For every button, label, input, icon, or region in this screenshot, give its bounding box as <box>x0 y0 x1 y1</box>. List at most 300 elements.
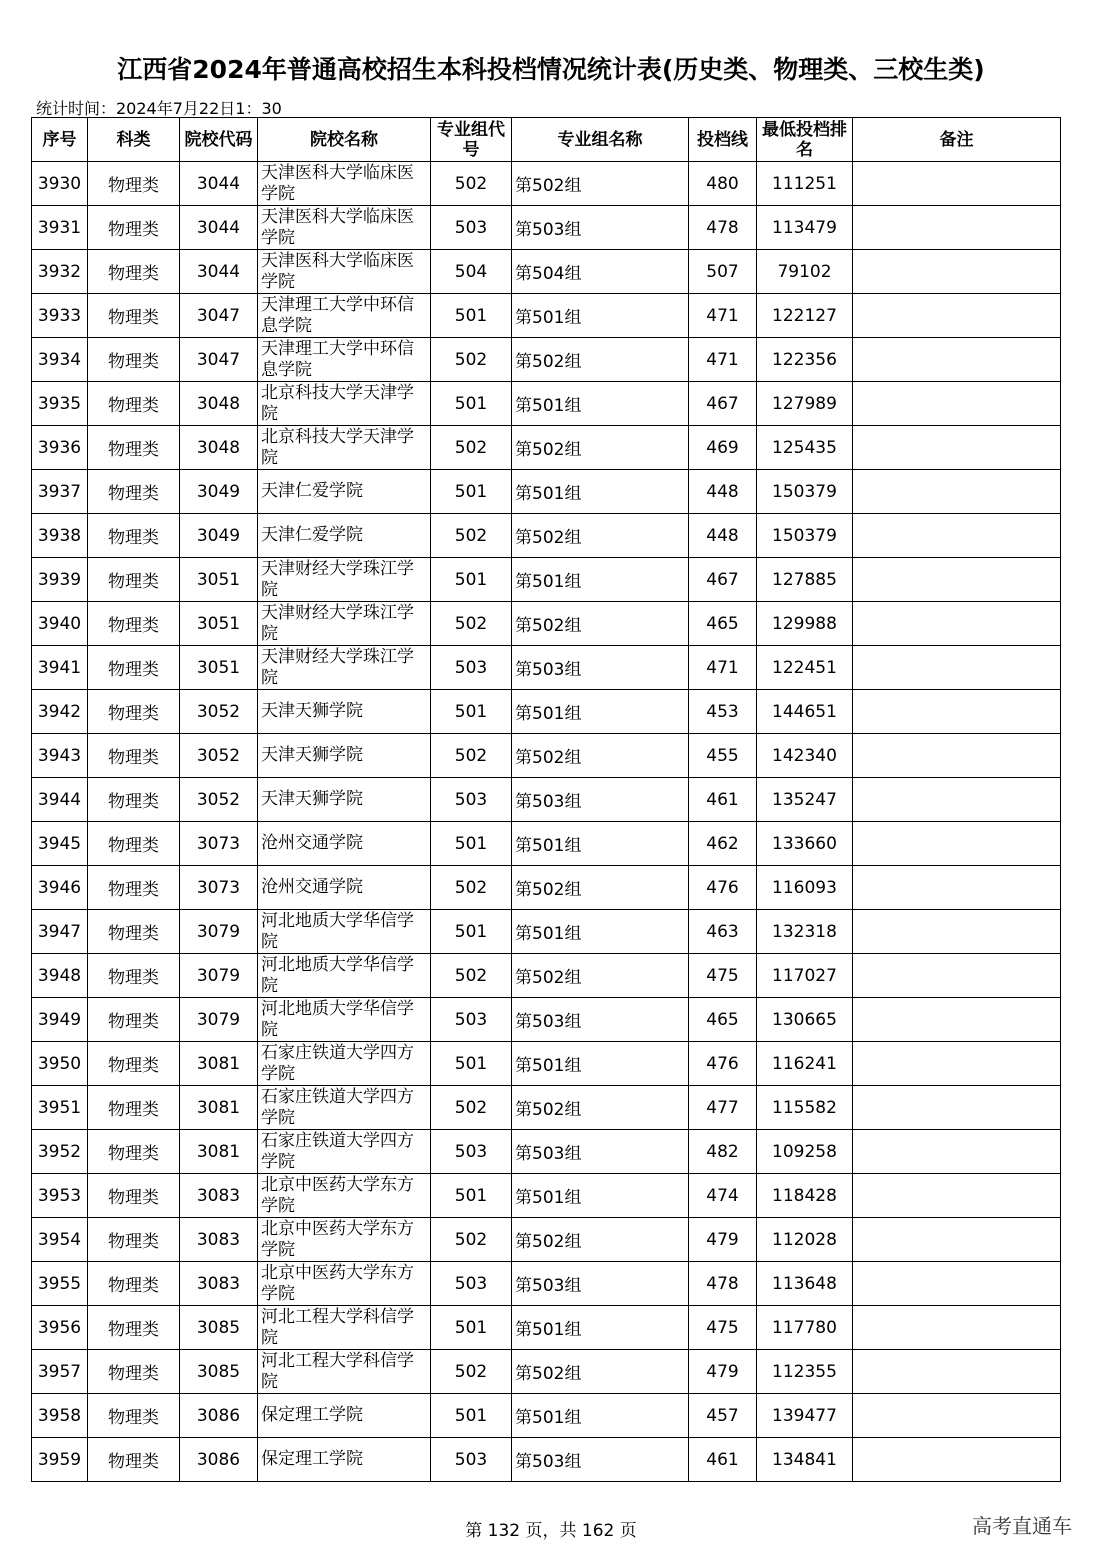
cell-rank: 125435 <box>757 426 853 470</box>
table-row <box>32 558 1061 602</box>
table-row <box>32 1042 1061 1086</box>
cell-category: 物理类 <box>88 1306 180 1350</box>
cell-score: 467 <box>689 382 757 426</box>
cell-group-code: 501 <box>431 822 512 866</box>
cell-rank: 134841 <box>757 1438 853 1482</box>
cell-score: 469 <box>689 426 757 470</box>
cell-school-code: 3073 <box>180 866 258 910</box>
cell-group-code: 502 <box>431 162 512 206</box>
cell-school-name: 天津天狮学院 <box>258 690 431 734</box>
cell-seq: 3952 <box>32 1130 88 1174</box>
cell-school-code: 3085 <box>180 1350 258 1394</box>
cell-score: 480 <box>689 162 757 206</box>
cell-rank: 129988 <box>757 602 853 646</box>
cell-category: 物理类 <box>88 1438 180 1482</box>
cell-group-name: 第501组 <box>512 910 689 954</box>
cell-remarks <box>853 690 1061 734</box>
cell-group-name: 第503组 <box>512 1262 689 1306</box>
cell-seq: 3956 <box>32 1306 88 1350</box>
cell-remarks <box>853 1218 1061 1262</box>
header-category: 科类 <box>88 118 180 162</box>
cell-school-code: 3048 <box>180 382 258 426</box>
cell-category: 物理类 <box>88 1174 180 1218</box>
header-row <box>32 118 1061 162</box>
table-row <box>32 1394 1061 1438</box>
cell-group-code: 502 <box>431 866 512 910</box>
cell-group-code: 503 <box>431 1262 512 1306</box>
cell-remarks <box>853 426 1061 470</box>
table-row <box>32 778 1061 822</box>
cell-seq: 3940 <box>32 602 88 646</box>
cell-score: 463 <box>689 910 757 954</box>
cell-school-name: 天津财经大学珠江学院 <box>258 602 431 646</box>
table-row <box>32 470 1061 514</box>
cell-group-name: 第502组 <box>512 1218 689 1262</box>
cell-group-name: 第502组 <box>512 338 689 382</box>
cell-school-name: 沧州交通学院 <box>258 822 431 866</box>
cell-rank: 118428 <box>757 1174 853 1218</box>
cell-school-name: 天津财经大学珠江学院 <box>258 646 431 690</box>
cell-rank: 132318 <box>757 910 853 954</box>
table-row <box>32 734 1061 778</box>
cell-score: 478 <box>689 1262 757 1306</box>
cell-group-code: 504 <box>431 250 512 294</box>
page-footer: 第 132 页，共 162 页 <box>465 1521 637 1541</box>
cell-group-name: 第502组 <box>512 514 689 558</box>
cell-category: 物理类 <box>88 1130 180 1174</box>
cell-group-code: 503 <box>431 778 512 822</box>
cell-school-code: 3051 <box>180 646 258 690</box>
cell-group-code: 502 <box>431 954 512 998</box>
cell-group-name: 第503组 <box>512 206 689 250</box>
cell-school-name: 天津理工大学中环信息学院 <box>258 294 431 338</box>
cell-school-name: 石家庄铁道大学四方学院 <box>258 1130 431 1174</box>
cell-group-code: 501 <box>431 470 512 514</box>
header-seq: 序号 <box>32 118 88 162</box>
table-row <box>32 1086 1061 1130</box>
cell-group-code: 503 <box>431 206 512 250</box>
cell-group-name: 第502组 <box>512 426 689 470</box>
cell-category: 物理类 <box>88 1042 180 1086</box>
cell-rank: 122127 <box>757 294 853 338</box>
document-title: 江西省2024年普通高校招生本科投档情况统计表(历史类、物理类、三校生类) <box>117 55 985 84</box>
cell-seq: 3946 <box>32 866 88 910</box>
cell-remarks <box>853 910 1061 954</box>
cell-school-name: 石家庄铁道大学四方学院 <box>258 1086 431 1130</box>
cell-school-code: 3085 <box>180 1306 258 1350</box>
table-row <box>32 646 1061 690</box>
cell-school-name: 河北地质大学华信学院 <box>258 910 431 954</box>
cell-group-name: 第503组 <box>512 1130 689 1174</box>
cell-school-code: 3044 <box>180 162 258 206</box>
cell-group-code: 501 <box>431 382 512 426</box>
cell-rank: 127885 <box>757 558 853 602</box>
cell-school-name: 北京中医药大学东方学院 <box>258 1262 431 1306</box>
cell-school-name: 天津仁爱学院 <box>258 470 431 514</box>
cell-group-code: 501 <box>431 558 512 602</box>
cell-remarks <box>853 998 1061 1042</box>
cell-category: 物理类 <box>88 162 180 206</box>
cell-category: 物理类 <box>88 778 180 822</box>
cell-score: 461 <box>689 778 757 822</box>
cell-group-code: 501 <box>431 294 512 338</box>
table-row <box>32 866 1061 910</box>
cell-remarks <box>853 1130 1061 1174</box>
table-row <box>32 426 1061 470</box>
cell-remarks <box>853 602 1061 646</box>
cell-group-code: 502 <box>431 1350 512 1394</box>
cell-group-code: 502 <box>431 426 512 470</box>
cell-remarks <box>853 646 1061 690</box>
cell-group-name: 第501组 <box>512 822 689 866</box>
cell-remarks <box>853 470 1061 514</box>
cell-seq: 3949 <box>32 998 88 1042</box>
cell-score: 471 <box>689 338 757 382</box>
cell-rank: 109258 <box>757 1130 853 1174</box>
brand-label: 高考直通车 <box>972 1514 1072 1538</box>
table-row <box>32 1438 1061 1482</box>
cell-score: 507 <box>689 250 757 294</box>
cell-category: 物理类 <box>88 866 180 910</box>
cell-remarks <box>853 822 1061 866</box>
cell-seq: 3951 <box>32 1086 88 1130</box>
cell-rank: 139477 <box>757 1394 853 1438</box>
cell-score: 453 <box>689 690 757 734</box>
cell-category: 物理类 <box>88 822 180 866</box>
cell-group-name: 第502组 <box>512 866 689 910</box>
cell-school-code: 3049 <box>180 514 258 558</box>
cell-group-name: 第502组 <box>512 162 689 206</box>
cell-school-name: 河北工程大学科信学院 <box>258 1350 431 1394</box>
header-school-name: 院校名称 <box>258 118 431 162</box>
cell-score: 448 <box>689 514 757 558</box>
cell-remarks <box>853 162 1061 206</box>
cell-remarks <box>853 1306 1061 1350</box>
cell-seq: 3947 <box>32 910 88 954</box>
cell-score: 479 <box>689 1218 757 1262</box>
table-row <box>32 1350 1061 1394</box>
cell-seq: 3941 <box>32 646 88 690</box>
cell-group-code: 502 <box>431 514 512 558</box>
cell-remarks <box>853 778 1061 822</box>
cell-remarks <box>853 1262 1061 1306</box>
cell-group-code: 501 <box>431 690 512 734</box>
cell-category: 物理类 <box>88 998 180 1042</box>
table-row <box>32 1218 1061 1262</box>
cell-group-code: 503 <box>431 646 512 690</box>
cell-category: 物理类 <box>88 1262 180 1306</box>
cell-group-code: 502 <box>431 602 512 646</box>
cell-category: 物理类 <box>88 646 180 690</box>
cell-score: 475 <box>689 1306 757 1350</box>
cell-category: 物理类 <box>88 1086 180 1130</box>
cell-group-name: 第502组 <box>512 1350 689 1394</box>
cell-rank: 116241 <box>757 1042 853 1086</box>
cell-rank: 117780 <box>757 1306 853 1350</box>
cell-seq: 3936 <box>32 426 88 470</box>
table-row <box>32 822 1061 866</box>
cell-rank: 111251 <box>757 162 853 206</box>
cell-remarks <box>853 1086 1061 1130</box>
cell-rank: 142340 <box>757 734 853 778</box>
cell-remarks <box>853 558 1061 602</box>
cell-rank: 79102 <box>757 250 853 294</box>
cell-group-name: 第501组 <box>512 690 689 734</box>
cell-group-name: 第502组 <box>512 1086 689 1130</box>
cell-school-code: 3079 <box>180 910 258 954</box>
cell-school-name: 天津天狮学院 <box>258 778 431 822</box>
cell-rank: 133660 <box>757 822 853 866</box>
cell-remarks <box>853 1042 1061 1086</box>
cell-group-code: 503 <box>431 998 512 1042</box>
table-row <box>32 910 1061 954</box>
cell-seq: 3955 <box>32 1262 88 1306</box>
cell-score: 477 <box>689 1086 757 1130</box>
cell-group-name: 第501组 <box>512 1306 689 1350</box>
cell-group-name: 第503组 <box>512 998 689 1042</box>
cell-category: 物理类 <box>88 602 180 646</box>
cell-seq: 3950 <box>32 1042 88 1086</box>
cell-school-name: 河北地质大学华信学院 <box>258 998 431 1042</box>
cell-seq: 3954 <box>32 1218 88 1262</box>
cell-school-code: 3048 <box>180 426 258 470</box>
cell-school-code: 3051 <box>180 558 258 602</box>
cell-school-code: 3052 <box>180 734 258 778</box>
header-school-code: 院校代码 <box>180 118 258 162</box>
cell-seq: 3942 <box>32 690 88 734</box>
cell-category: 物理类 <box>88 338 180 382</box>
cell-seq: 3938 <box>32 514 88 558</box>
cell-school-name: 天津医科大学临床医学院 <box>258 162 431 206</box>
cell-school-name: 天津理工大学中环信息学院 <box>258 338 431 382</box>
cell-score: 476 <box>689 1042 757 1086</box>
cell-group-name: 第501组 <box>512 1042 689 1086</box>
cell-rank: 117027 <box>757 954 853 998</box>
cell-school-code: 3081 <box>180 1130 258 1174</box>
cell-school-name: 河北工程大学科信学院 <box>258 1306 431 1350</box>
cell-school-name: 天津医科大学临床医学院 <box>258 250 431 294</box>
cell-school-code: 3079 <box>180 998 258 1042</box>
cell-school-code: 3083 <box>180 1174 258 1218</box>
cell-school-name: 沧州交通学院 <box>258 866 431 910</box>
cell-category: 物理类 <box>88 690 180 734</box>
cell-school-code: 3051 <box>180 602 258 646</box>
cell-school-code: 3083 <box>180 1218 258 1262</box>
cell-rank: 113648 <box>757 1262 853 1306</box>
cell-school-name: 北京科技大学天津学院 <box>258 426 431 470</box>
cell-score: 461 <box>689 1438 757 1482</box>
cell-category: 物理类 <box>88 206 180 250</box>
cell-rank: 115582 <box>757 1086 853 1130</box>
cell-group-name: 第501组 <box>512 382 689 426</box>
cell-rank: 130665 <box>757 998 853 1042</box>
cell-remarks <box>853 1438 1061 1482</box>
cell-group-code: 501 <box>431 1394 512 1438</box>
table-row <box>32 250 1061 294</box>
cell-group-code: 501 <box>431 910 512 954</box>
cell-school-code: 3086 <box>180 1438 258 1482</box>
cell-rank: 122451 <box>757 646 853 690</box>
cell-score: 448 <box>689 470 757 514</box>
cell-score: 457 <box>689 1394 757 1438</box>
cell-group-name: 第503组 <box>512 646 689 690</box>
cell-school-code: 3073 <box>180 822 258 866</box>
cell-group-name: 第501组 <box>512 1394 689 1438</box>
cell-group-name: 第501组 <box>512 294 689 338</box>
cell-remarks <box>853 866 1061 910</box>
cell-school-name: 北京科技大学天津学院 <box>258 382 431 426</box>
cell-school-code: 3083 <box>180 1262 258 1306</box>
cell-category: 物理类 <box>88 1394 180 1438</box>
cell-school-code: 3079 <box>180 954 258 998</box>
stat-time: 统计时间：2024年7月22日1：30 <box>36 99 282 118</box>
cell-score: 475 <box>689 954 757 998</box>
cell-school-name: 石家庄铁道大学四方学院 <box>258 1042 431 1086</box>
cell-seq: 3943 <box>32 734 88 778</box>
table-row <box>32 954 1061 998</box>
cell-score: 476 <box>689 866 757 910</box>
cell-school-name: 保定理工学院 <box>258 1438 431 1482</box>
header-group-code: 专业组代号 <box>431 118 512 162</box>
cell-group-code: 502 <box>431 338 512 382</box>
cell-seq: 3930 <box>32 162 88 206</box>
cell-seq: 3931 <box>32 206 88 250</box>
cell-seq: 3945 <box>32 822 88 866</box>
cell-seq: 3944 <box>32 778 88 822</box>
cell-school-code: 3086 <box>180 1394 258 1438</box>
cell-group-code: 503 <box>431 1438 512 1482</box>
header-group-name: 专业组名称 <box>512 118 689 162</box>
table-row <box>32 1262 1061 1306</box>
cell-school-name: 保定理工学院 <box>258 1394 431 1438</box>
cell-remarks <box>853 206 1061 250</box>
cell-group-code: 503 <box>431 1130 512 1174</box>
cell-group-name: 第504组 <box>512 250 689 294</box>
cell-score: 471 <box>689 294 757 338</box>
cell-school-name: 天津财经大学珠江学院 <box>258 558 431 602</box>
cell-group-code: 501 <box>431 1306 512 1350</box>
cell-seq: 3939 <box>32 558 88 602</box>
table-row <box>32 690 1061 734</box>
cell-rank: 127989 <box>757 382 853 426</box>
cell-rank: 112355 <box>757 1350 853 1394</box>
cell-school-name: 天津天狮学院 <box>258 734 431 778</box>
cell-school-code: 3081 <box>180 1042 258 1086</box>
cell-group-name: 第501组 <box>512 470 689 514</box>
cell-remarks <box>853 514 1061 558</box>
cell-remarks <box>853 1350 1061 1394</box>
cell-seq: 3957 <box>32 1350 88 1394</box>
cell-remarks <box>853 954 1061 998</box>
table-row <box>32 382 1061 426</box>
cell-school-code: 3047 <box>180 338 258 382</box>
cell-seq: 3958 <box>32 1394 88 1438</box>
cell-group-name: 第502组 <box>512 734 689 778</box>
cell-rank: 113479 <box>757 206 853 250</box>
cell-rank: 150379 <box>757 514 853 558</box>
cell-school-name: 河北地质大学华信学院 <box>258 954 431 998</box>
cell-category: 物理类 <box>88 734 180 778</box>
cell-rank: 122356 <box>757 338 853 382</box>
cell-school-name: 天津医科大学临床医学院 <box>258 206 431 250</box>
cell-rank: 135247 <box>757 778 853 822</box>
cell-score: 479 <box>689 1350 757 1394</box>
cell-group-code: 501 <box>431 1042 512 1086</box>
cell-school-name: 天津仁爱学院 <box>258 514 431 558</box>
table-row <box>32 1130 1061 1174</box>
cell-remarks <box>853 250 1061 294</box>
cell-score: 471 <box>689 646 757 690</box>
table-row <box>32 602 1061 646</box>
table-row <box>32 1306 1061 1350</box>
header-score: 投档线 <box>689 118 757 162</box>
cell-category: 物理类 <box>88 1350 180 1394</box>
cell-group-code: 502 <box>431 734 512 778</box>
header-remarks: 备注 <box>853 118 1061 162</box>
cell-category: 物理类 <box>88 558 180 602</box>
cell-school-code: 3081 <box>180 1086 258 1130</box>
cell-group-code: 501 <box>431 1174 512 1218</box>
table-row <box>32 338 1061 382</box>
cell-school-code: 3044 <box>180 206 258 250</box>
cell-group-name: 第501组 <box>512 1174 689 1218</box>
table-row <box>32 514 1061 558</box>
cell-category: 物理类 <box>88 250 180 294</box>
cell-seq: 3933 <box>32 294 88 338</box>
cell-score: 474 <box>689 1174 757 1218</box>
table-row <box>32 998 1061 1042</box>
header-rank: 最低投档排名 <box>757 118 853 162</box>
cell-seq: 3937 <box>32 470 88 514</box>
table-row <box>32 294 1061 338</box>
cell-seq: 3948 <box>32 954 88 998</box>
cell-score: 478 <box>689 206 757 250</box>
cell-school-name: 北京中医药大学东方学院 <box>258 1174 431 1218</box>
cell-school-code: 3052 <box>180 690 258 734</box>
cell-category: 物理类 <box>88 294 180 338</box>
cell-remarks <box>853 1394 1061 1438</box>
cell-remarks <box>853 338 1061 382</box>
cell-category: 物理类 <box>88 514 180 558</box>
cell-school-code: 3044 <box>180 250 258 294</box>
cell-school-code: 3047 <box>180 294 258 338</box>
cell-remarks <box>853 294 1061 338</box>
cell-score: 482 <box>689 1130 757 1174</box>
table-row <box>32 162 1061 206</box>
cell-seq: 3932 <box>32 250 88 294</box>
cell-score: 465 <box>689 998 757 1042</box>
cell-group-name: 第502组 <box>512 954 689 998</box>
cell-group-name: 第502组 <box>512 602 689 646</box>
cell-group-code: 502 <box>431 1086 512 1130</box>
cell-rank: 144651 <box>757 690 853 734</box>
cell-category: 物理类 <box>88 1218 180 1262</box>
table-body <box>32 162 1061 1482</box>
cell-rank: 112028 <box>757 1218 853 1262</box>
cell-seq: 3959 <box>32 1438 88 1482</box>
cell-category: 物理类 <box>88 954 180 998</box>
cell-seq: 3935 <box>32 382 88 426</box>
cell-score: 465 <box>689 602 757 646</box>
cell-rank: 116093 <box>757 866 853 910</box>
admission-table <box>31 117 1061 1482</box>
table-row <box>32 206 1061 250</box>
cell-group-name: 第503组 <box>512 778 689 822</box>
cell-seq: 3953 <box>32 1174 88 1218</box>
cell-rank: 150379 <box>757 470 853 514</box>
table-row <box>32 1174 1061 1218</box>
cell-remarks <box>853 382 1061 426</box>
